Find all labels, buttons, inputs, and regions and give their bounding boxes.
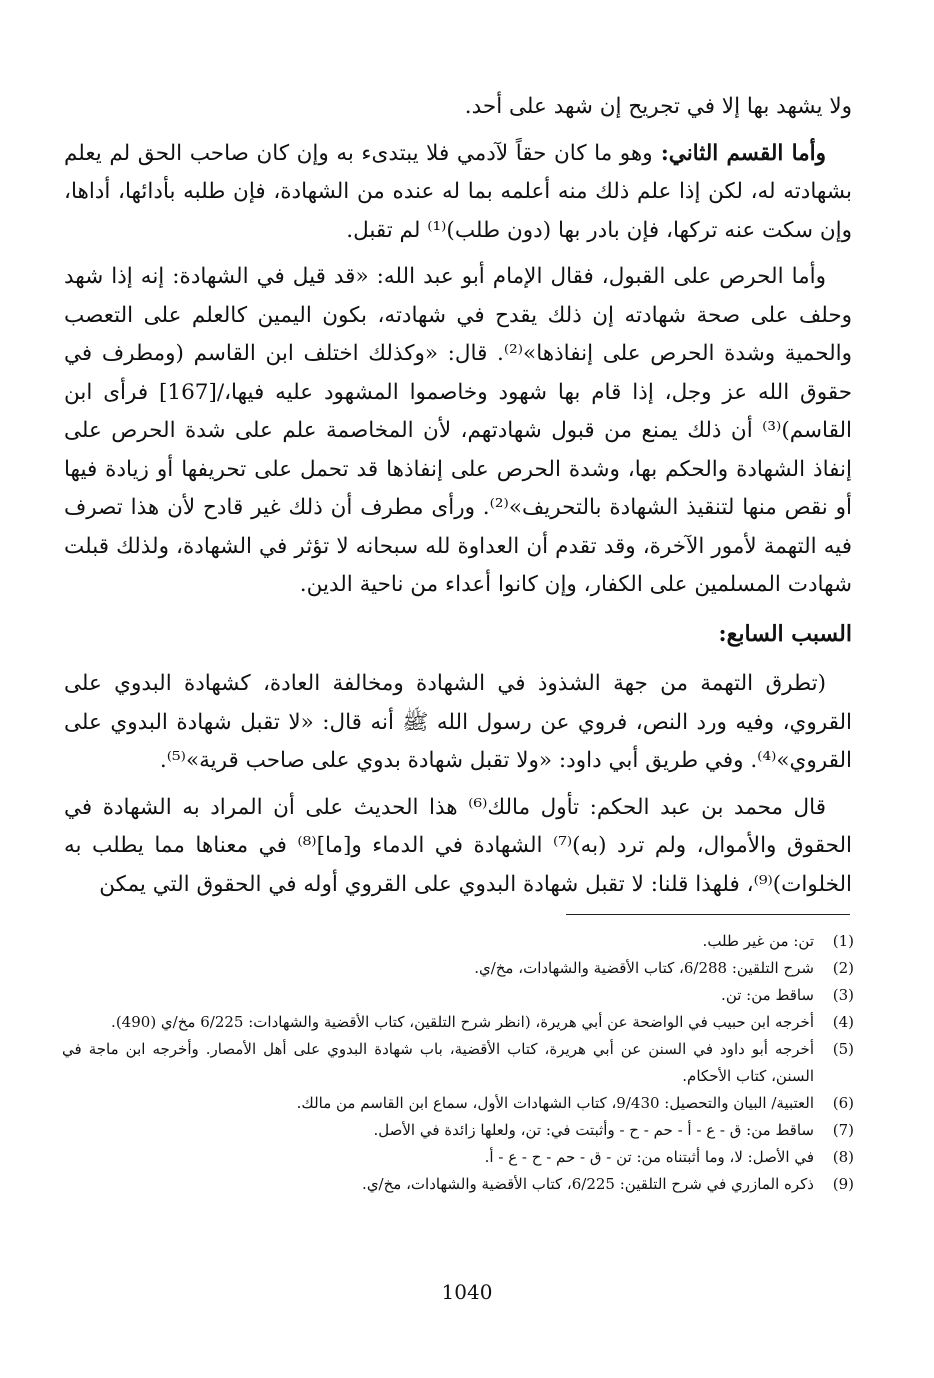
footnote-number: (1) xyxy=(832,932,854,950)
footnote-text: شرح التلقين: 6/288، كتاب الأقضية والشهادات، مخ/ي. xyxy=(474,959,814,977)
paragraph-lead: وأما القسم الثاني: xyxy=(652,140,826,166)
footnote-item xyxy=(62,955,854,982)
footnote-text: أخرجه أبو داود في السنن عن أبي هريرة، كتاب الأقضية، باب شهادة البدوي على أهل الأمصار. وأخرجه ابن ماجة في السنن، كتاب الأحكام. xyxy=(62,1040,814,1085)
footnote-number: (4) xyxy=(832,1013,854,1031)
footnote-text: أخرجه ابن حبيب في الواضحة عن أبي هريرة، (انظر شرح التلقين، كتاب الأقضية والشهادات: 6/225 مخ/ي (490). xyxy=(111,1013,814,1031)
footnote-number: (5) xyxy=(832,1040,854,1058)
footnote-number: (8) xyxy=(832,1148,854,1166)
footnotes xyxy=(62,928,854,1198)
paragraph-text: وأما الحرص على القبول، فقال الإمام أبو عبد الله: «قد قيل في الشهادة: إنه إذا شهد وحلف على صحة شهادته إن ذلك يقدح في شهادته، بكون اليمين كالعلم على التعصب والحمية وشدة الحرص على إنفاذها»⁽²⁾. قال: «وكذلك اختلف ابن القاسم (ومطرف في حقوق الله عز وجل، إذا قام بها شهود وخاصموا المشهود عليه فيها،/[167] فرأى ابن القاسم)⁽³⁾ أن ذلك يمنع من قبول شهادتهم، لأن المخاصمة علم على شدة الحرص على إنفاذ الشهادة والحكم بها، وشدة الحرص على إنفاذها قد تحمل على تحريفها أو زيادة فيها أو نقص منها لتنقيذ الشهادة بالتحريف»⁽²⁾. ورأى مطرف أن ذلك غير قادح لأن هذا تصرف فيه التهمة لأمور الآخرة، وقد تقدم أن العداوة لله سبحانه لا تؤثر في الشهادة، ولذلك قبلت شهادت المسلمين على الكفار، وإن كانوا أعداء من ناحية الدين. xyxy=(64,264,853,597)
footnote-text: العتبية/ البيان والتحصيل: 9/430، كتاب الشهادات الأول، سماع ابن القاسم من مالك. xyxy=(296,1094,814,1112)
footnote-item xyxy=(62,982,854,1009)
footnote-number: (7) xyxy=(832,1121,854,1139)
footnote-text: ساقط من: ق - ع - أ - حم - ح - وأثبتت في: تن، ولعلها زائدة في الأصل. xyxy=(373,1121,814,1139)
footnote-number: (2) xyxy=(832,959,854,977)
footnote-number: (3) xyxy=(832,986,854,1004)
footnote-text: ساقط من: تن. xyxy=(721,986,814,1004)
footnote-item xyxy=(62,1009,854,1036)
paragraph-2 xyxy=(64,135,852,251)
paragraph-3 xyxy=(64,258,852,605)
paragraph-1 xyxy=(64,88,852,127)
section-heading: السبب السابع: xyxy=(718,620,852,647)
footnote-separator xyxy=(566,914,850,915)
paragraph-text: (تطرق التهمة من جهة الشذوذ في الشهادة ومخالفة العادة، كشهادة البدوي على القروي، وفيه ورد النص، فروي عن رسول الله ﷺ أنه قال: «لا تقبل شهادة البدوي على القروي»⁽⁴⁾. وفي طريق أبي داود: «ولا تقبل شهادة بدوي على صاحب قرية»⁽⁵⁾. xyxy=(64,671,852,773)
footnote-item xyxy=(62,928,854,955)
paragraph-text: ولا يشهد بها إلا في تجريح إن شهد على أحد. xyxy=(464,94,852,119)
paragraph-4 xyxy=(64,665,852,781)
footnote-item xyxy=(62,1171,854,1198)
footnote-item xyxy=(62,1036,854,1090)
footnote-number: (6) xyxy=(832,1094,854,1112)
paragraph-5 xyxy=(64,789,852,905)
footnote-item xyxy=(62,1144,854,1171)
paragraph-text: وهو ما كان حقاً لآدمي فلا يبتدىء به وإن كان صاحب الحق لم يعلم بشهادته له، لكن إذا علم ذلك منه أعلمه بما له عنده من الشهادة، فإن طلبه بأدائها، أداها، وإن سكت عنه تركها، فإن بادر بها (دون طلب)⁽¹⁾ لم تقبل. xyxy=(64,140,852,243)
footnote-item xyxy=(62,1117,854,1144)
footnote-text: في الأصل: لا، وما أثبتناه من: تن - ق - حم - ح - ع - أ. xyxy=(484,1148,814,1166)
footnote-text: تن: من غير طلب. xyxy=(702,932,814,950)
footnote-item xyxy=(62,1090,854,1117)
footnote-number: (9) xyxy=(832,1175,854,1193)
main-text xyxy=(64,88,852,912)
page-number: 1040 xyxy=(441,1280,493,1304)
paragraph-text: قال محمد بن عبد الحكم: تأول مالك⁽⁶⁾ هذا الحديث على أن المراد به الشهادة في الحقوق والأموال، ولم ترد (به)⁽⁷⁾ الشهادة في الدماء و[ما]⁽⁸⁾ في معناها مما يطلب به الخلوات)⁽⁹⁾، فلهذا قلنا: لا تقبل شهادة البدوي على القروي أوله في الحقوق التي يمكن xyxy=(64,794,852,897)
footnote-text: ذكره المازري في شرح التلقين: 6/225، كتاب الأقضية والشهادات، مخ/ي. xyxy=(362,1175,814,1193)
